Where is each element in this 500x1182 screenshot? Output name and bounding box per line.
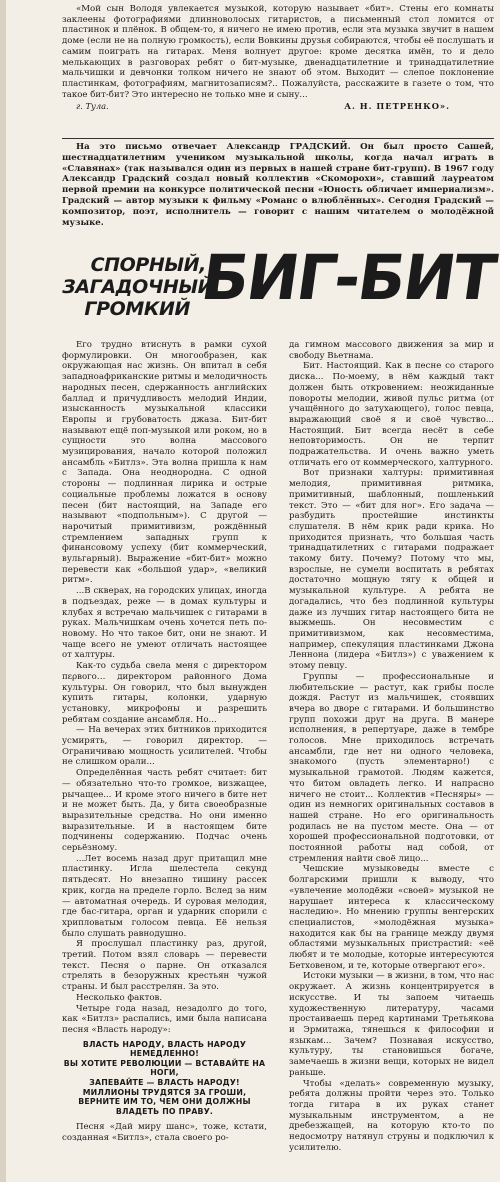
divider-rule <box>62 138 494 139</box>
article-column-right <box>289 340 494 1153</box>
paragraph: ...Лет восемь назад друг притащил мне пластинку. Игла шелестела секунд пятьдесят. Но внезапно тишину рассек крик, когда на пределе горло. Вслед за ним — автоматная очередь. И суровая мелодия, где бас-гитара, орган и ударник спорили с хрипловатым голосом певца. Её нельзя было слушать равнодушно. <box>62 853 267 939</box>
headline-big: БИГ-БИТ <box>196 241 500 314</box>
letter-city: г. Тула. <box>76 101 109 112</box>
paragraph: Как-то судьба свела меня с директором περвого… директором районного Дома культуры. Он говорил, что был вынужден купить гитары, колонки, ударную установку, микрофоны и разрешить ребятам создание ансамбля. Но... <box>62 661 267 725</box>
paragraph: Я прослушал пластинку раз, другой, третий. Потом взял словарь — перевести текст. Песня о парне. Он отказался стрелять в безоружных крестьян чужой страны. И был расстрелян. За это. <box>62 939 267 993</box>
letter-text: «Мой сын Володя увлекается музыкой, которую называет «бит». Стены его комнаты заклеены фотографиями длинноволосых гитаристов, а письменный стол ломится от пластинок и плёнок. В общем-то, я ничего не имею против, если эта музыка звучит в нашем доме (если не на полную громкость), если Вовкины друзья собираются, чтобы её послушать и самим поиграть на гитарах. Меня волнует другое: кроме десятка имён, то и дело мелькающих в разговорах ребят о бит-музыке, двенадцатилетние и тринадцатилетние мальчишки и девчонки толком ничего не знают об этом. Выходит — слепое поклонение пластинкам, фотографиям, магнитозаписям?.. Пожалуйста, расскажите в газете о том, что такое бит-бит? Это интересно не только мне и сыну... <box>62 4 494 100</box>
paragraph: Его трудно втиснуть в рамки сухой формулировки. Он многообразен, как окружающая нас жизнь. Он впитал в себя западноафриканские ритмы и мелодичность народных песен, сдержанность английских баллад и причудливость мелодий Индии, изысканность музыкальной классики Европы и грубоватость джаза. Бит-бит называют ещё поп-музыкой или роком, но в сущности это волна массового музицирования, начало которой положил ансамбль «Битлз». Эта волна пришла к нам с Запада. Она неоднородна. С одной стороны — подлинная лирика и острые социальные проблемы ложатся в основу песен (бит настоящий, на Западе его называют «подпольным»). С другой — нарочитый примитивизм, рождённый стремлением западных групп к финансовому успеху (бит коммерческий, вульгарный). Выражение «бит-бит» можно перевести как «большой удар», «великий ритм». <box>62 340 267 586</box>
paragraph: Группы — профессиональные и любительские — растут, как грибы после дождя. Растут из мальчишек, стоявших вчера во дворе с гитарами. И большинство групп похожи друг на друга. В манере исполнения, в репертуаре, даже в тембре голосов. Мне приходилось встречать ансамбли, где нет ни одного человека, знакомого (пусть элементарно!) с музыкальной грамотой. Людям кажется, что битом овладеть легко. И напрасно ничего не стоит... Коллектив «Песняры» — один из немногих оригинальных составов в нашей стране. Но его оригинальность родилась не на пустом месте. Она — от хорошей профессиональной подготовки, от постоянной работы над собой, от стремления найти своё лицо... <box>289 671 494 864</box>
song-lyrics <box>62 1036 267 1123</box>
paragraph: Бит. Настоящий. Как в песне со старого диска... По-моему, в нём каждый такт должен быть откровением: неожиданные повороты мелодии, живой пульс ритма (от учащённого до затухающего), голос певца, выражающий своё я и своё чувство... Настоящий. Бит всегда несёт в себе неповторимость. Он не терпит подражательства. И очень важно уметь отличать его от коммерческого, халтурного. <box>289 361 494 468</box>
letter-author: А. Н. ПЕТРЕНКО». <box>344 101 450 112</box>
paragraph: Вот признаки халтуры: примитивная мелодия, примитивная ритмика, примитивный, шаблонный, пошленький текст. Это — «бит для ног». Его задача — разбудить простейшие инстинкты слушателя. В нём крик ради крика. Но приходится признать, что большая часть тринадцатилетних с гитарами подражает такому биту. Почему? Потому что мы, взрослые, не сумели воспитать в ребятах достаточно мощную тягу к общей и музыкальной культуре. А ребята не догадались, что без подлинной культуры даже из лучших гитар настоящего бита не выжмешь. Он несовместим с примитивизмом, как несовместима, например, спекуляция пластинками Джона Леннона (лидера «Битлз») с уважением к этому певцу. <box>289 468 494 672</box>
article-column-left <box>62 340 267 1144</box>
letter-signature <box>62 101 494 112</box>
paragraph: — На вечерах этих битников приходится усмирять, — говорил директор. — Ограничиваю мощность усилителей. Чтобы не слишком орали... <box>62 725 267 768</box>
lyric-line: ВЛАСТЬ НАРОДУ, ВЛАСТЬ НАРОДУ НЕМЕДЛЕННО! <box>82 1039 247 1059</box>
headline-line-2: ЗАГАДОЧНЫЙ, <box>62 276 220 298</box>
editorial-intro: На это письмо отвечает Александр ГРАДСКИЙ. Он был просто Сашей, шестнадцатилетним учеником музыкальной школы, когда начал играть в «Славянах» (так назывался один из первых в нашей стране бит-групп). В 1967 году Александр Градский создал новый коллектив «Скоморохи», ставший лауреатом первой премии на конкурсе политической песни «Юность обличает империализм». Градский — автор музыки к фильму «Романс о влюблённых». Сегодня Градский — композитор, поэт, исполнитель — говорит с нашим читателем о молодёжной музыке. <box>62 142 494 228</box>
paragraph: Четыре года назад, незадолго до того, как «Битлз» распались, ими была написана песня «Власть народу»: <box>62 1003 267 1035</box>
reader-letter <box>62 4 494 112</box>
paragraph: Несколько фактов. <box>76 992 163 1003</box>
lyric-line: ЗАПЕВАЙТЕ — ВЛАСТЬ НАРОДУ! <box>89 1078 240 1088</box>
lyric-line: ВЫ ХОТИТЕ РЕВОЛЮЦИИ — ВСТАВАЙТЕ НА НОГИ, <box>63 1058 266 1078</box>
paragraph: Истоки музыки — в жизни, в том, что нас окружает. А жизнь концентрируется в искусстве. И ты запоем читаешь художественную литературу, часами простаиваешь перед картинами Третьякова и Эрмитажа, тянешься к философии и языкам... Зачем? Познавая искусство, культуру, ты становишься богаче, замечаешь в жизни вещи, которых не видел раньше. <box>289 971 494 1078</box>
headline-line-1: СПОРНЫЙ, <box>90 254 206 276</box>
paragraph: Чешские музыковеды вместе с болгарскими пришли к выводу, что «увлечение молодёжи «своей» музыкой не нарушает интереса к классическому наследию». Но мнению группы венгерских специалистов, «молодёжная музыка» находится как бы на границе между двумя областями музыкальных пристрастий: «её любят и те молодые, которые интересуются Бетховеном, и те, которые отвергают его». <box>289 864 494 971</box>
paragraph: Определённая часть ребят считает: бит — обязательно что-то громкое, визжащее, рычащее... И кроме этого ничего в бите нет и не может быть. Да, у бита своеобразные выразительные средства. Но они именно выразительные. И в настоящем бите подчинены содержанию. Подчас очень серьёзному. <box>62 768 267 854</box>
paragraph: Чтобы «делать» современную музыку, ребята должны пройти через это. Только тогда гитара в их руках станет музыкальным инструментом, а не дребезжащей, на которую кто-то по недосмотру натянул струны и подключил к усилителю. <box>289 1078 494 1153</box>
headline-line-3: ГРОМКИЙ <box>84 298 190 320</box>
paragraph: ...В скверах, на городских улицах, иногда в подъездах, реже — в домах культуры и клубах я встречаю мальчишек с гитарами в руках. Мальчишкам очень хочется петь по-новому. Но что такое бит, они не знают. И чаще всего не умеют отличать настоящее от халтуры. <box>62 586 267 661</box>
lyric-line: ВЕРНИТЕ ИМ ТО, ЧЕМ ОНИ ДОЛЖНЫ ВЛАДЕТЬ ПО ПРАВУ. <box>78 1097 251 1116</box>
paragraph: Песня «Дай миру шанс», тоже, кстати, созданная «Битлз», стала своего ро- <box>62 1122 267 1144</box>
lyric-line: МИЛЛИОНЫ ТРУДЯТСЯ ЗА ГРОШИ, <box>82 1087 247 1097</box>
paragraph: да гимном массового движения за мир и свободу Вьетнама. <box>289 340 494 361</box>
